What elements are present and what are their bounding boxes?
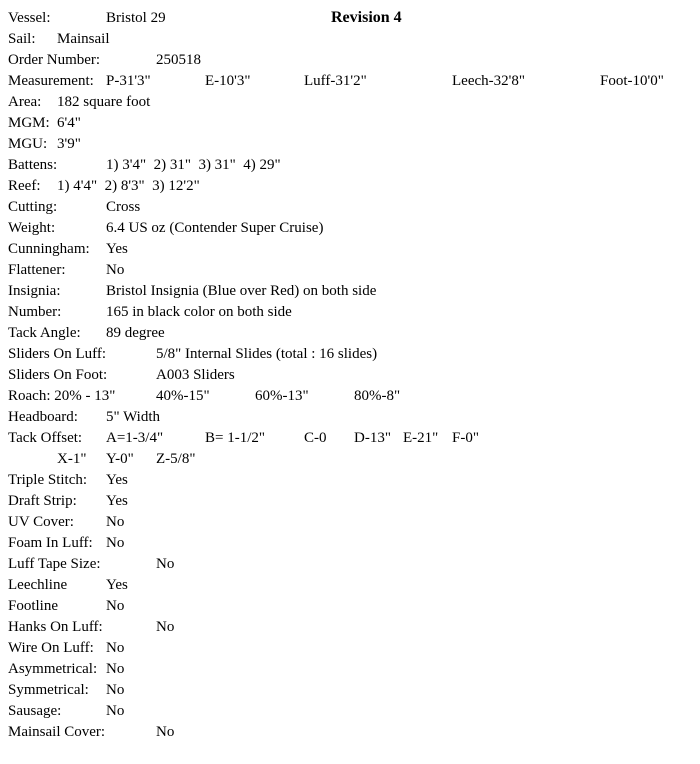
reef-value: 1) 4'4" 2) 8'3" 3) 12'2": [57, 178, 200, 194]
foam-luff-label: Foam In Luff:: [8, 535, 93, 551]
vessel-label: Vessel:: [8, 10, 51, 26]
tack-offset-d: D-13": [354, 430, 391, 446]
mgu-label: MGU:: [8, 136, 48, 152]
number-label: Number:: [8, 304, 62, 320]
wire-luff-label: Wire On Luff:: [8, 640, 94, 656]
area-value: 182 square foot: [57, 94, 151, 110]
tack-offset-c: C-0: [304, 430, 327, 446]
tack-offset-x: X-1": [57, 451, 87, 467]
leechline-label: Leechline: [8, 577, 68, 593]
sliders-luff-label: Sliders On Luff:: [8, 346, 107, 362]
order-number-value: 250518: [156, 52, 201, 68]
sausage-value: No: [106, 703, 125, 719]
sausage-label: Sausage:: [8, 703, 62, 719]
tack-angle-value: 89 degree: [106, 325, 165, 341]
flattener-value: No: [106, 262, 125, 278]
footline-value: No: [106, 598, 125, 614]
area-label: Area:: [8, 94, 42, 110]
tack-offset-y: Y-0": [106, 451, 134, 467]
hanks-luff-label: Hanks On Luff:: [8, 619, 103, 635]
tack-offset-b: B= 1-1/2": [205, 430, 265, 446]
roach-label: Roach: 20% - 13": [8, 388, 116, 404]
symmetrical-value: No: [106, 682, 125, 698]
mainsail-cover-label: Mainsail Cover:: [8, 724, 106, 740]
mgm-value: 6'4": [57, 115, 81, 131]
revision-heading: Revision 4: [331, 9, 402, 26]
draft-strip-label: Draft Strip:: [8, 493, 77, 509]
roach-40: 40%-15": [156, 388, 210, 404]
weight-value: 6.4 US oz (Contender Super Cruise): [106, 220, 324, 236]
tack-offset-label: Tack Offset:: [8, 430, 83, 446]
leechline-value: Yes: [106, 577, 128, 593]
measurement-leech: Leech-32'8": [452, 73, 525, 89]
tack-offset-f: F-0": [452, 430, 479, 446]
footline-label: Footline: [8, 598, 59, 614]
tack-offset-e: E-21": [403, 430, 439, 446]
headboard-label: Headboard:: [8, 409, 78, 425]
asymmetrical-label: Asymmetrical:: [8, 661, 98, 677]
measurement-foot: Foot-10'0": [600, 73, 664, 89]
order-number-label: Order Number:: [8, 52, 101, 68]
tack-offset-a: A=1-3/4": [106, 430, 164, 446]
weight-label: Weight:: [8, 220, 56, 236]
tack-angle-label: Tack Angle:: [8, 325, 81, 341]
roach-80: 80%-8": [354, 388, 401, 404]
cutting-value: Cross: [106, 199, 141, 215]
sliders-foot-value: A003 Sliders: [156, 367, 235, 383]
measurement-label: Measurement:: [8, 73, 94, 89]
asymmetrical-value: No: [106, 661, 125, 677]
sail-value: Mainsail: [57, 31, 110, 47]
triple-stitch-label: Triple Stitch:: [8, 472, 88, 488]
headboard-value: 5" Width: [106, 409, 160, 425]
insignia-label: Insignia:: [8, 283, 61, 299]
cunningham-label: Cunningham:: [8, 241, 90, 257]
mgu-value: 3'9": [57, 136, 81, 152]
number-value: 165 in black color on both side: [106, 304, 292, 320]
battens-label: Battens:: [8, 157, 58, 173]
foam-luff-value: No: [106, 535, 125, 551]
mainsail-cover-value: No: [156, 724, 175, 740]
vessel-value: Bristol 29: [106, 10, 166, 26]
measurement-e: E-10'3": [205, 73, 251, 89]
sliders-foot-label: Sliders On Foot:: [8, 367, 108, 383]
triple-stitch-value: Yes: [106, 472, 128, 488]
hanks-luff-value: No: [156, 619, 175, 635]
flattener-label: Flattener:: [8, 262, 66, 278]
wire-luff-value: No: [106, 640, 125, 656]
uv-cover-value: No: [106, 514, 125, 530]
luff-tape-label: Luff Tape Size:: [8, 556, 101, 572]
reef-label: Reef:: [8, 178, 41, 194]
draft-strip-value: Yes: [106, 493, 128, 509]
measurement-p: P-31'3": [106, 73, 151, 89]
mgm-label: MGM:: [8, 115, 50, 131]
sliders-luff-value: 5/8" Internal Slides (total : 16 slides): [156, 346, 378, 362]
tack-offset-z: Z-5/8": [156, 451, 196, 467]
battens-value: 1) 3'4" 2) 31" 3) 31" 4) 29": [106, 157, 281, 173]
insignia-value: Bristol Insignia (Blue over Red) on both side: [106, 283, 377, 299]
symmetrical-label: Symmetrical:: [8, 682, 89, 698]
cutting-label: Cutting:: [8, 199, 58, 215]
measurement-luff: Luff-31'2": [304, 73, 367, 89]
sail-label: Sail:: [8, 31, 36, 47]
cunningham-value: Yes: [106, 241, 128, 257]
luff-tape-value: No: [156, 556, 175, 572]
roach-60: 60%-13": [255, 388, 309, 404]
uv-cover-label: UV Cover:: [8, 514, 74, 530]
